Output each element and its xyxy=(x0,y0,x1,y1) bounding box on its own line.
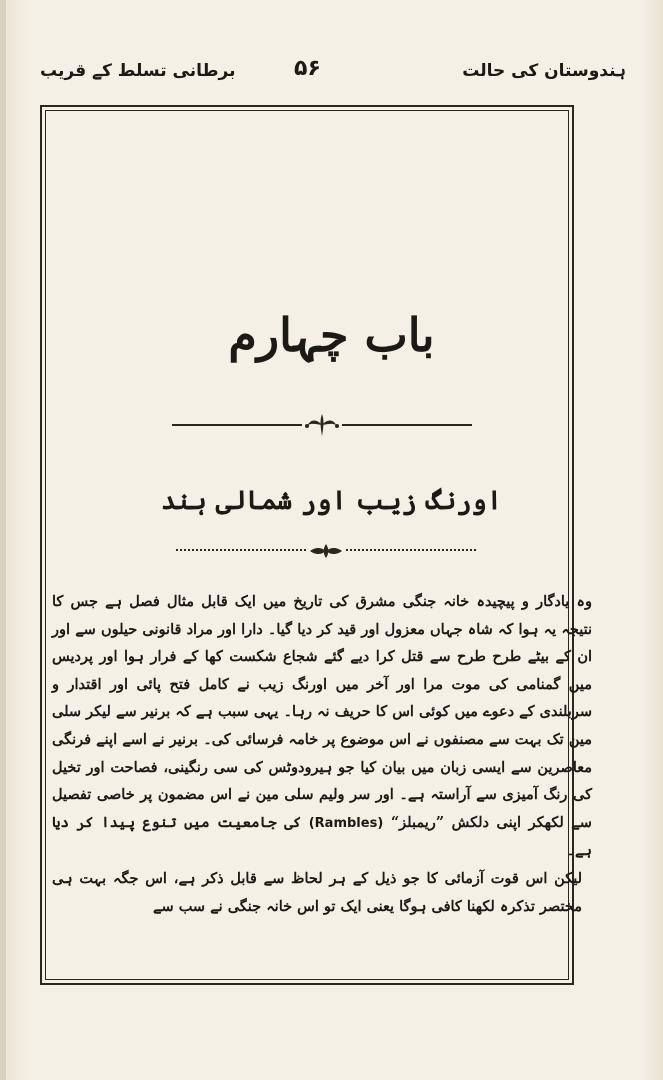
rambles-urdu: ”ریمبلز“ xyxy=(390,813,445,831)
paragraph xyxy=(52,865,592,920)
paragraph-2-text: لیکن اس قوت آزمائی کا جو ذیل کے ہر لحاظ سے قابل ذکر ہے، اس جگہ بہت ہی مختصر تذکرہ لکھنا کافی ہوگا یعنی ایک تو اس خانہ جنگی نے سب سے xyxy=(52,869,582,915)
paragraph xyxy=(52,588,592,865)
paragraph-1-text: وہ یادگار و پیچیدہ خانہ جنگی مشرق کی تاریخ میں ایک قابل مثال فصل ہے جس کا نتیجہ یہ ہوا کہ شاہ جہاں معزول اور قید کر دیا گیا۔ دارا اور مراد قانونی حیلوں سے اور ان کے بیٹے طرح طرح سے قتل کرا دیے گئے شجاع شکست کھا کے فرار ہوا اور پردیس میں گمنامی کی موت مرا اور آخر میں اورنگ زیب نے کامل فتح پائی اور اقتدار و سربلندی کے دعوے میں کوئی اس کا حریف نہ رہا۔ یہی سبب ہے کہ برنیر سے لیکر سلی مین تک بہت سے مصنفوں نے اس موضوع پر خامہ فرسائی کی۔ برنیر نے اسے اپنے فرنگی معاصرین سے ایسی زبان میں بیان کیا جو ہیرودوٹس کی سی رنگینی، فصاحت اور تخیل کی رنگ آمیزی سے آراستہ ہے۔ اور سر ولیم سلی مین نے اس مضمون پر خاصی تفصیل سے لکھکر اپنی دلکش xyxy=(52,593,592,831)
header-right-title: ہندوستان کی حالت xyxy=(462,61,626,81)
ornament-line xyxy=(342,424,472,426)
fleuron-icon xyxy=(302,410,342,440)
fleuron-icon xyxy=(306,536,346,566)
header-left-title: برطانی تسلط کے قریب xyxy=(40,61,236,81)
ornament-line xyxy=(172,424,302,426)
ornament-divider-bottom xyxy=(176,536,476,566)
body-text xyxy=(52,588,592,920)
chapter-subtitle: اورنگ زیب اور شمالی ہند xyxy=(161,486,502,516)
page-number: ۵۶ xyxy=(294,56,321,81)
chapter-title: باب چہارم xyxy=(228,308,435,362)
ornament-divider-top xyxy=(172,410,472,440)
running-header xyxy=(36,56,626,90)
rambles-latin: (Rambles) xyxy=(308,815,384,831)
paragraph-1-end: کی جامعیت میں تنوع پیدا کر دیا ہے۔ xyxy=(52,813,592,860)
page-spine xyxy=(0,0,6,1080)
ornament-line xyxy=(346,549,476,553)
ornament-line xyxy=(176,549,306,553)
